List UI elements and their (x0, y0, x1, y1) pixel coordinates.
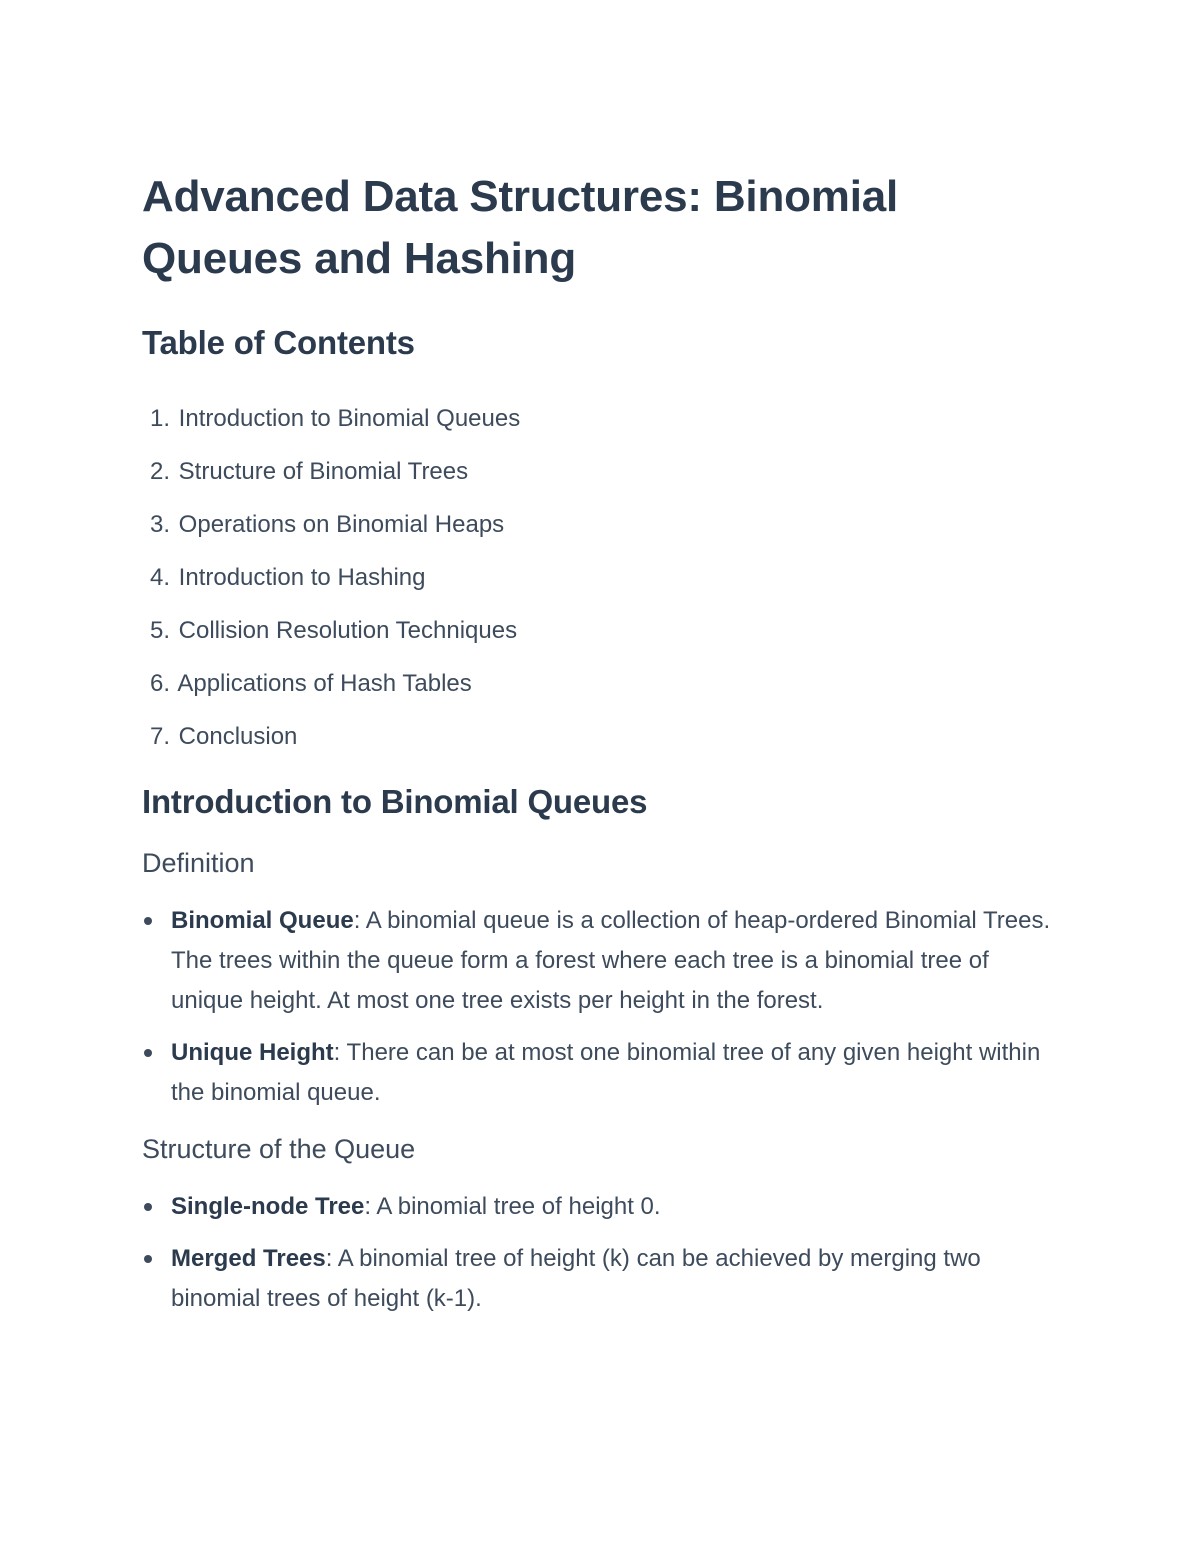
toc-item (142, 445, 1062, 498)
toc-item (142, 604, 1062, 657)
toc-item (142, 392, 1062, 445)
subsection-heading-structure: Structure of the Queue (142, 1134, 416, 1164)
toc-item-number: 6. (149, 670, 170, 697)
toc-item-label: Operations on Binomial Heaps (178, 511, 505, 538)
bullet-dot-icon (144, 1255, 152, 1263)
toc-item (142, 498, 1062, 551)
toc-item-number: 1. (149, 405, 170, 432)
bullet-term: Binomial Queue (171, 907, 354, 934)
structure-bullet-list (142, 1187, 1062, 1319)
document-title-line1: Advanced Data Structures: Binomial (142, 172, 899, 221)
toc-item-label: Conclusion (178, 723, 298, 750)
toc-item-number: 3. (149, 511, 170, 538)
toc-item (142, 657, 1062, 710)
list-item (142, 1239, 1062, 1319)
toc-list (142, 392, 1062, 763)
toc-item-number: 7. (149, 723, 170, 750)
toc-item-label: Applications of Hash Tables (177, 670, 472, 697)
toc-item (142, 551, 1062, 604)
toc-heading: Table of Contents (142, 324, 415, 361)
toc-item-number: 4. (149, 564, 170, 591)
document-title (142, 166, 1062, 290)
bullet-term: Unique Height (171, 1039, 334, 1066)
document-page (142, 166, 1062, 1331)
toc-item-label: Collision Resolution Techniques (178, 617, 518, 644)
subsection-heading-definition: Definition (142, 848, 255, 878)
bullet-term: Merged Trees (171, 1245, 326, 1272)
bullet-dot-icon (144, 1203, 152, 1211)
bullet-term: Single-node Tree (171, 1193, 365, 1220)
toc-item-label: Structure of Binomial Trees (178, 458, 469, 485)
bullet-text: : A binomial tree of height (k) can be achieved by merging two binomial trees of height (k-1). (171, 1245, 981, 1312)
bullet-dot-icon (144, 917, 152, 925)
definition-bullet-list (142, 901, 1062, 1113)
bullet-text: : A binomial queue is a collection of heap-ordered Binomial Trees. The trees within the queue form a forest where each tree is a binomial tree of unique height. At most one tree exists per height in the forest. (171, 907, 1051, 1014)
toc-item-number: 5. (149, 617, 170, 644)
toc-item-number: 2. (149, 458, 170, 485)
toc-item (142, 710, 1062, 763)
section-heading-binomial-queues: Introduction to Binomial Queues (142, 783, 648, 820)
bullet-text: : A binomial tree of height 0. (364, 1193, 661, 1220)
list-item (142, 1187, 1062, 1227)
toc-item-label: Introduction to Binomial Queues (178, 405, 521, 432)
list-item (142, 1033, 1062, 1113)
document-title-line2: Queues and Hashing (142, 234, 577, 283)
bullet-text: : There can be at most one binomial tree of any given height within the binomial queue. (171, 1039, 1041, 1106)
list-item (142, 901, 1062, 1021)
bullet-dot-icon (144, 1049, 152, 1057)
toc-item-label: Introduction to Hashing (178, 564, 426, 591)
